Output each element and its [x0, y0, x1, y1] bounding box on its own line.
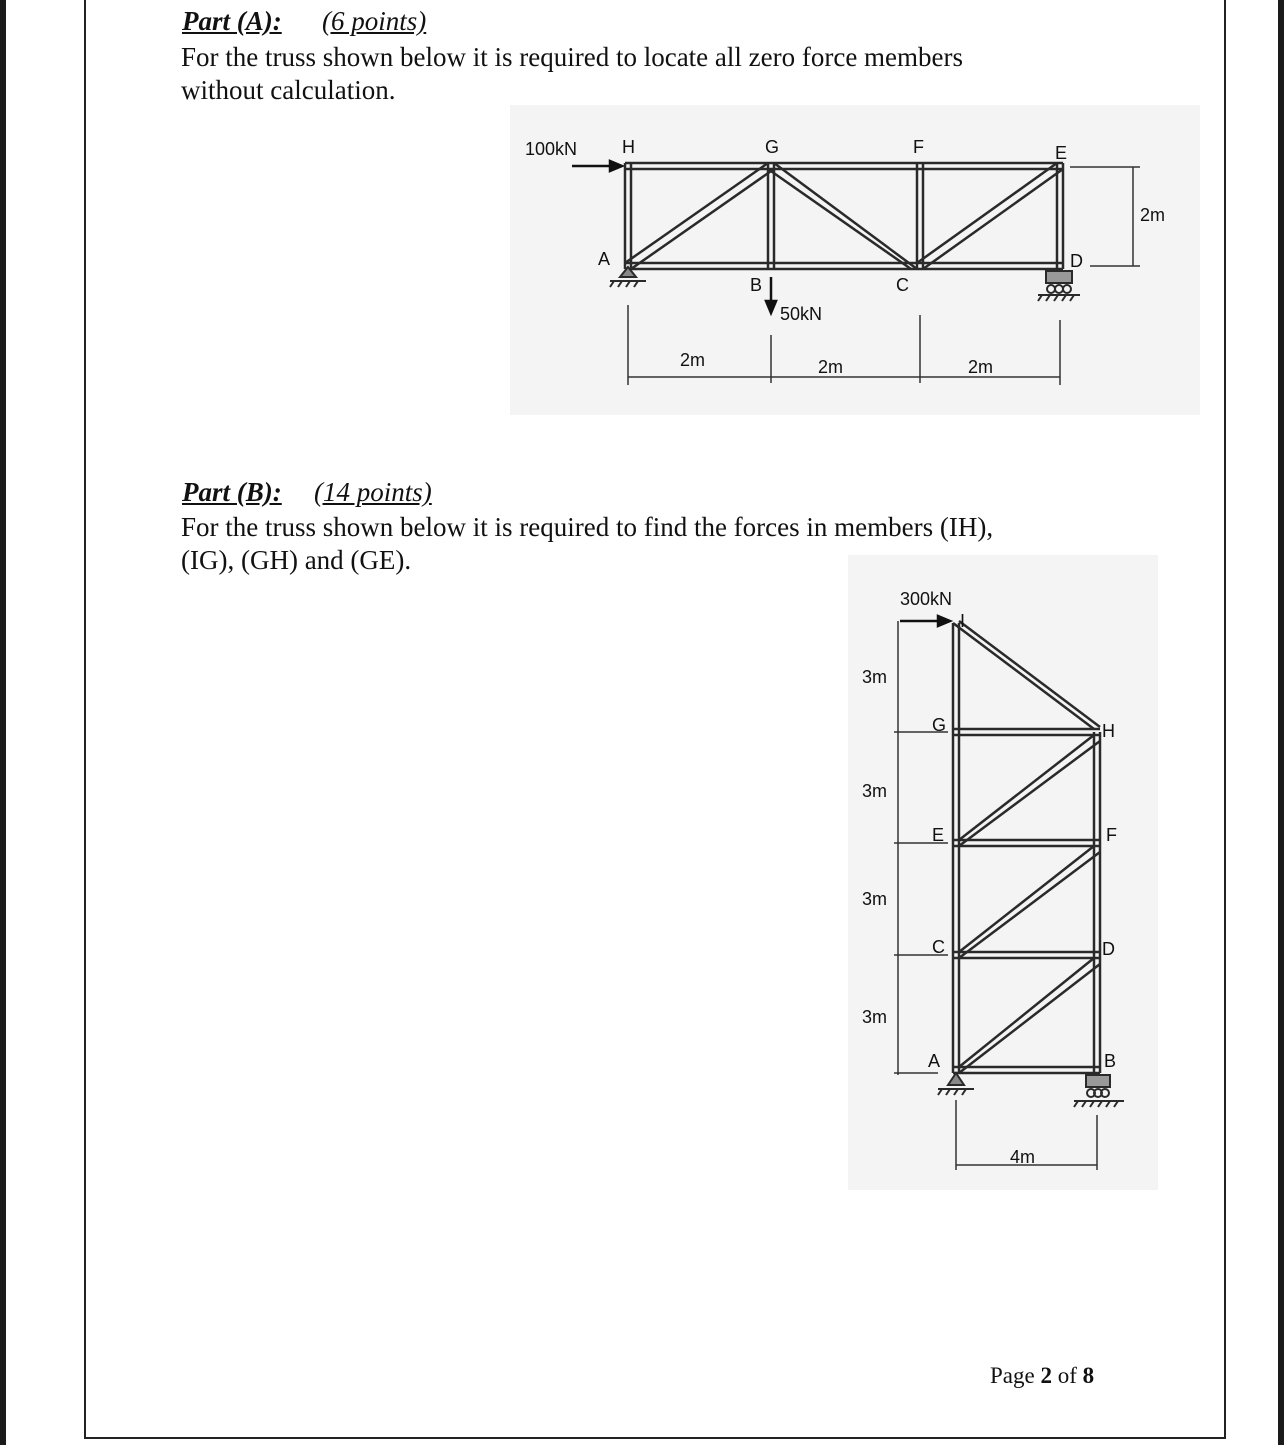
height-label: 2m [1140, 205, 1166, 225]
part-b-prompt-line-1: For the truss shown below it is required to find the forces in members (IH), [181, 512, 994, 542]
node-c: C [932, 937, 945, 957]
node-c: C [896, 275, 909, 295]
span-2-label: 2m [818, 357, 844, 377]
span-3-label: 2m [968, 357, 994, 377]
part-a-prompt [181, 41, 963, 107]
node-e: E [1055, 143, 1068, 163]
height-1-label: 3m [862, 667, 888, 687]
node-b: B [750, 275, 763, 295]
truss-b-figure [848, 555, 1158, 1190]
height-4-label: 3m [862, 1007, 888, 1027]
node-i: I [960, 611, 966, 631]
node-h: H [1102, 721, 1115, 741]
height-2-label: 3m [862, 781, 888, 801]
node-g: G [932, 715, 947, 735]
part-b-prompt-line-2: (IG), (GH) and (GE). [181, 545, 412, 575]
page-total: 8 [1082, 1363, 1095, 1388]
node-e: E [932, 825, 945, 845]
truss-a-figure [510, 105, 1200, 415]
node-d: D [1070, 251, 1083, 271]
figure-b-background [848, 555, 1158, 1190]
node-g: G [765, 137, 780, 157]
viewer-right-edge [1278, 0, 1284, 1445]
label-300kn: 300kN [900, 589, 953, 609]
node-a: A [928, 1051, 941, 1071]
page-of: of [1057, 1363, 1077, 1388]
node-a: A [598, 249, 611, 269]
part-b-points: (14 points) [314, 477, 432, 507]
roller-support-b [1086, 1075, 1110, 1087]
viewer-left-edge [0, 0, 6, 1445]
page-current: 2 [1040, 1363, 1052, 1388]
part-a-prompt-line-1: For the truss shown below it is required to locate all zero force members [181, 42, 964, 72]
page-label: Page [990, 1363, 1035, 1388]
node-b: B [1104, 1051, 1117, 1071]
node-f: F [1106, 825, 1117, 845]
part-a-points: (6 points) [322, 6, 427, 36]
label-100kn: 100kN [525, 139, 578, 159]
node-f: F [913, 137, 924, 157]
figure-a-background [510, 105, 1200, 415]
part-b-title: Part (B): [182, 477, 282, 507]
node-h: H [622, 137, 635, 157]
page-number [990, 1363, 1094, 1389]
span-1-label: 2m [680, 350, 706, 370]
height-3-label: 3m [862, 889, 888, 909]
roller-support-d [1046, 271, 1072, 283]
part-a-title: Part (A): [182, 6, 282, 36]
label-50kn: 50kN [780, 304, 823, 324]
part-a-prompt-line-2: without calculation. [181, 75, 396, 105]
node-d: D [1102, 939, 1115, 959]
width-label: 4m [1010, 1147, 1036, 1167]
